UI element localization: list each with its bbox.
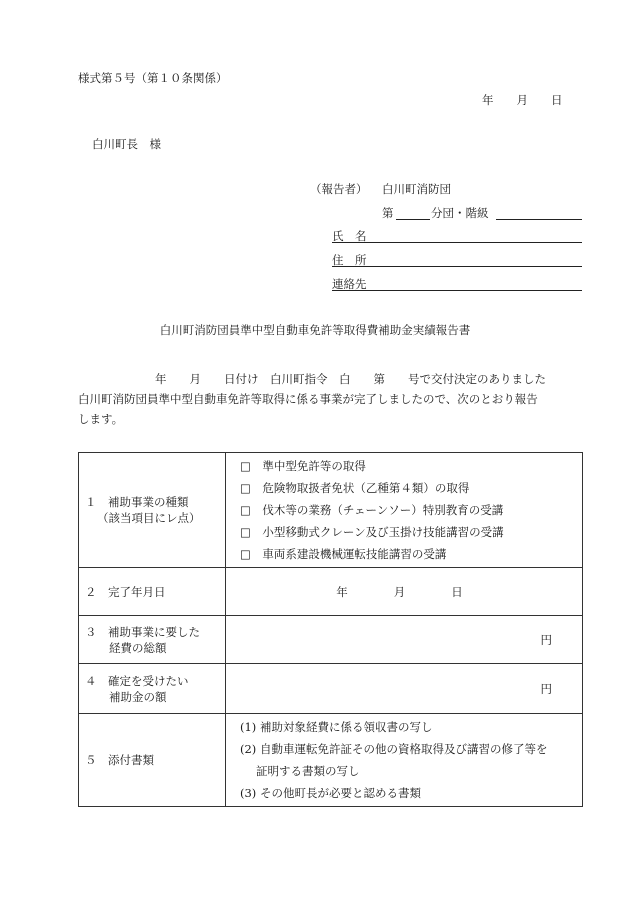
row5-label: ５ 添付書類 [79, 714, 226, 807]
name-label: 氏 名 [332, 229, 367, 243]
row1-label: １ 補助事業の種類 [85, 495, 189, 509]
bundan-number-field[interactable] [396, 205, 430, 220]
body-line-3: します。 [78, 412, 124, 426]
attachment-item-continued: 証明する書類の写し [256, 764, 360, 778]
completion-date-field[interactable]: 年 月 日 [226, 568, 583, 616]
subsidy-amount-field[interactable]: 円 [226, 664, 583, 714]
checkbox-item[interactable]: □ 準中型免許等の取得 [240, 459, 366, 473]
body-line-1: 年 月 日付け 白川町指令 白 第 号で交付決定のありました [155, 372, 546, 386]
row4-label-2: 補助金の額 [109, 689, 167, 704]
row1-label-cell [79, 453, 226, 568]
table-row [79, 568, 583, 616]
attachment-item: (2) 自動車運転免許証その他の資格取得及び講習の修了等を [240, 742, 548, 756]
form-number: 様式第５号（第１０条関係） [78, 71, 228, 85]
date-line: 年 月 日 [482, 93, 563, 107]
rank-field[interactable] [496, 205, 582, 220]
checkbox-item[interactable]: □ 車両系建設機械運転技能講習の受講 [240, 547, 447, 561]
row2-label: ２ 完了年月日 [79, 568, 226, 616]
checkbox-item[interactable]: □ 小型移動式クレーン及び玉掛け技能講習の受講 [240, 525, 504, 539]
addressee: 白川町長 様 [92, 137, 161, 151]
document-title: 白川町消防団員準中型自動車免許等取得費補助金実績報告書 [159, 323, 471, 337]
bundan-label: 分団・階級 [431, 206, 489, 220]
table-row [79, 453, 583, 568]
row5-items-cell [226, 714, 583, 807]
contact-label: 連絡先 [332, 277, 367, 291]
contact-field[interactable] [332, 276, 582, 291]
table-row [79, 616, 583, 664]
address-label: 住 所 [332, 253, 367, 267]
row4-label: ４ 確定を受けたい [85, 673, 189, 688]
table-row [79, 714, 583, 807]
report-table [78, 452, 583, 807]
reporter-label: （報告者） [310, 182, 368, 196]
body-line-2: 白川町消防団員準中型自動車免許等取得に係る事業が完了しましたので、次のとおり報告 [78, 392, 538, 406]
attachment-item: (1) 補助対象経費に係る領収書の写し [240, 720, 433, 734]
row3-label-cell [79, 616, 226, 664]
row4-label-cell [79, 664, 226, 714]
checkbox-item[interactable]: □ 伐木等の業務（チェーンソー）特別教育の受講 [240, 503, 504, 517]
row3-label: ３ 補助事業に要した [85, 624, 200, 639]
reporter-org: 白川町消防団 [382, 182, 451, 196]
dai-label: 第 [382, 206, 394, 220]
table-row [79, 664, 583, 714]
row1-items-cell [226, 453, 583, 568]
attachment-item: (3) その他町長が必要と認める書類 [240, 786, 421, 800]
row1-label-note: （該当項目にレ点） [97, 511, 201, 525]
name-field[interactable] [332, 228, 582, 243]
total-expense-field[interactable]: 円 [226, 616, 583, 664]
row3-label-2: 経費の総額 [109, 640, 167, 655]
checkbox-item[interactable]: □ 危険物取扱者免状（乙種第４類）の取得 [240, 481, 470, 495]
address-field[interactable] [332, 252, 582, 267]
